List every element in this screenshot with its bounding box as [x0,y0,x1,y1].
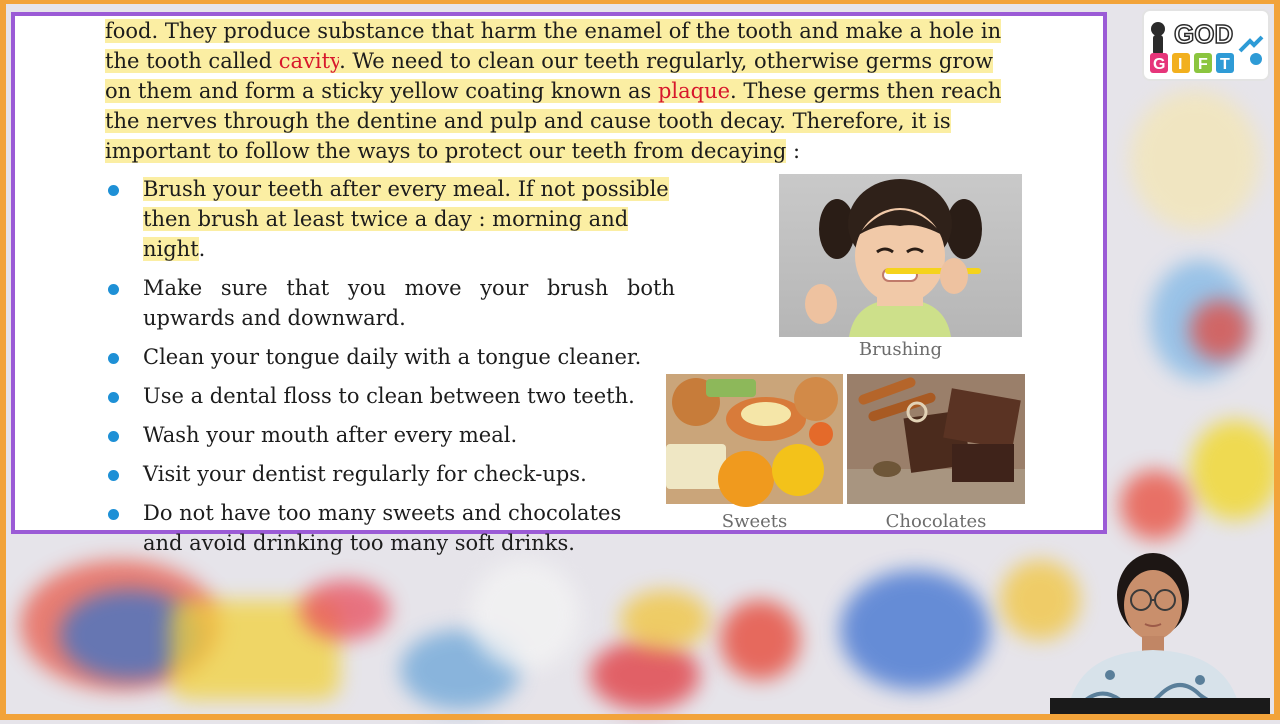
tip-text [143,204,675,264]
sweets-caption: Sweets [721,511,788,532]
tip-text [143,459,675,489]
intro-paragraph [105,16,1025,166]
tips-list [105,174,675,567]
paragraph-line [105,46,1025,76]
tip-text-segment: Make sure that you move your brush both [143,276,675,300]
paragraph-text: the nerves through the dentine and pulp and cause tooth decay. Therefore, it is [105,109,951,133]
svg-text:I: I [1178,56,1183,73]
bullet-dot-icon [108,509,119,520]
keyword-term: cavity [278,49,340,73]
tip-list-item [105,273,675,333]
tip-text [143,273,675,303]
tip-text-segment: Do not have too many sweets and chocolates [143,501,622,525]
tip-text-segment: Brush your teeth after every meal. If not possible [143,177,669,201]
tip-text-segment: Use a dental floss to clean between two teeth. [143,384,635,408]
bullet-dot-icon [108,431,119,442]
svg-text:T: T [1220,56,1230,73]
tip-text [143,381,675,411]
tip-text [143,498,675,528]
chocolates-caption: Chocolates [885,511,987,532]
paragraph-text: : [786,139,801,163]
paragraph-line [105,16,1025,46]
brushing-image [779,174,1022,337]
keyword-term: plaque [657,79,731,103]
indian-sweets-icon [666,374,843,504]
chocolates-icon [847,374,1025,504]
bullet-dot-icon [108,185,119,196]
tip-text [143,342,675,372]
paragraph-line [105,76,1025,106]
chocolates-image [847,374,1025,504]
paragraph-text: important to follow the ways to protect our teeth from decaying [105,139,787,163]
bullet-dot-icon [108,392,119,403]
slide-panel [11,12,1107,555]
tip-list-item [105,459,675,489]
tip-list-item [105,174,675,264]
tip-text-segment: upwards and downward. [143,306,406,330]
paragraph-text: the tooth called [105,49,279,73]
tip-list-item [105,498,675,558]
paragraph-line [105,106,1025,136]
tip-text [143,528,675,558]
paragraph-text: . We need to clean our teeth regularly, otherwise germs grow [339,49,993,73]
sweets-image [666,374,843,504]
tip-text-segment: and avoid drinking too many soft drinks. [143,531,575,555]
bullet-dot-icon [108,284,119,295]
tip-text [143,303,675,333]
bullet-dot-icon [108,353,119,364]
tip-text-segment: then brush at least twice a day : morning and night [143,207,629,261]
svg-text:G: G [1153,56,1166,73]
svg-text:GOD: GOD [1174,19,1234,49]
tip-list-item [105,342,675,372]
tip-text [143,420,675,450]
paragraph-text: . These germs then reach [730,79,1002,103]
child-brushing-teeth-icon [779,174,1022,337]
bullet-dot-icon [108,470,119,481]
svg-text:F: F [1198,56,1208,73]
presenter-video [1050,540,1270,720]
presenter-icon [1050,540,1270,720]
paragraph-text: on them and form a sticky yellow coating known as [105,79,658,103]
tip-list-item [105,420,675,450]
god-gift-logo [1142,9,1270,81]
brushing-caption: Brushing [858,339,943,360]
tip-text-segment: Visit your dentist regularly for check-ups. [143,462,587,486]
tip-trailing-punctuation: . [198,237,206,261]
god-gift-logo-icon [1144,11,1268,79]
tip-text-segment: Clean your tongue daily with a tongue cleaner. [143,345,642,369]
tip-text-segment: Wash your mouth after every meal. [143,423,518,447]
tip-text [143,174,675,204]
paragraph-line [105,136,1025,166]
tip-list-item [105,381,675,411]
paragraph-text: food. They produce substance that harm the enamel of the tooth and make a hole in [105,19,1002,43]
